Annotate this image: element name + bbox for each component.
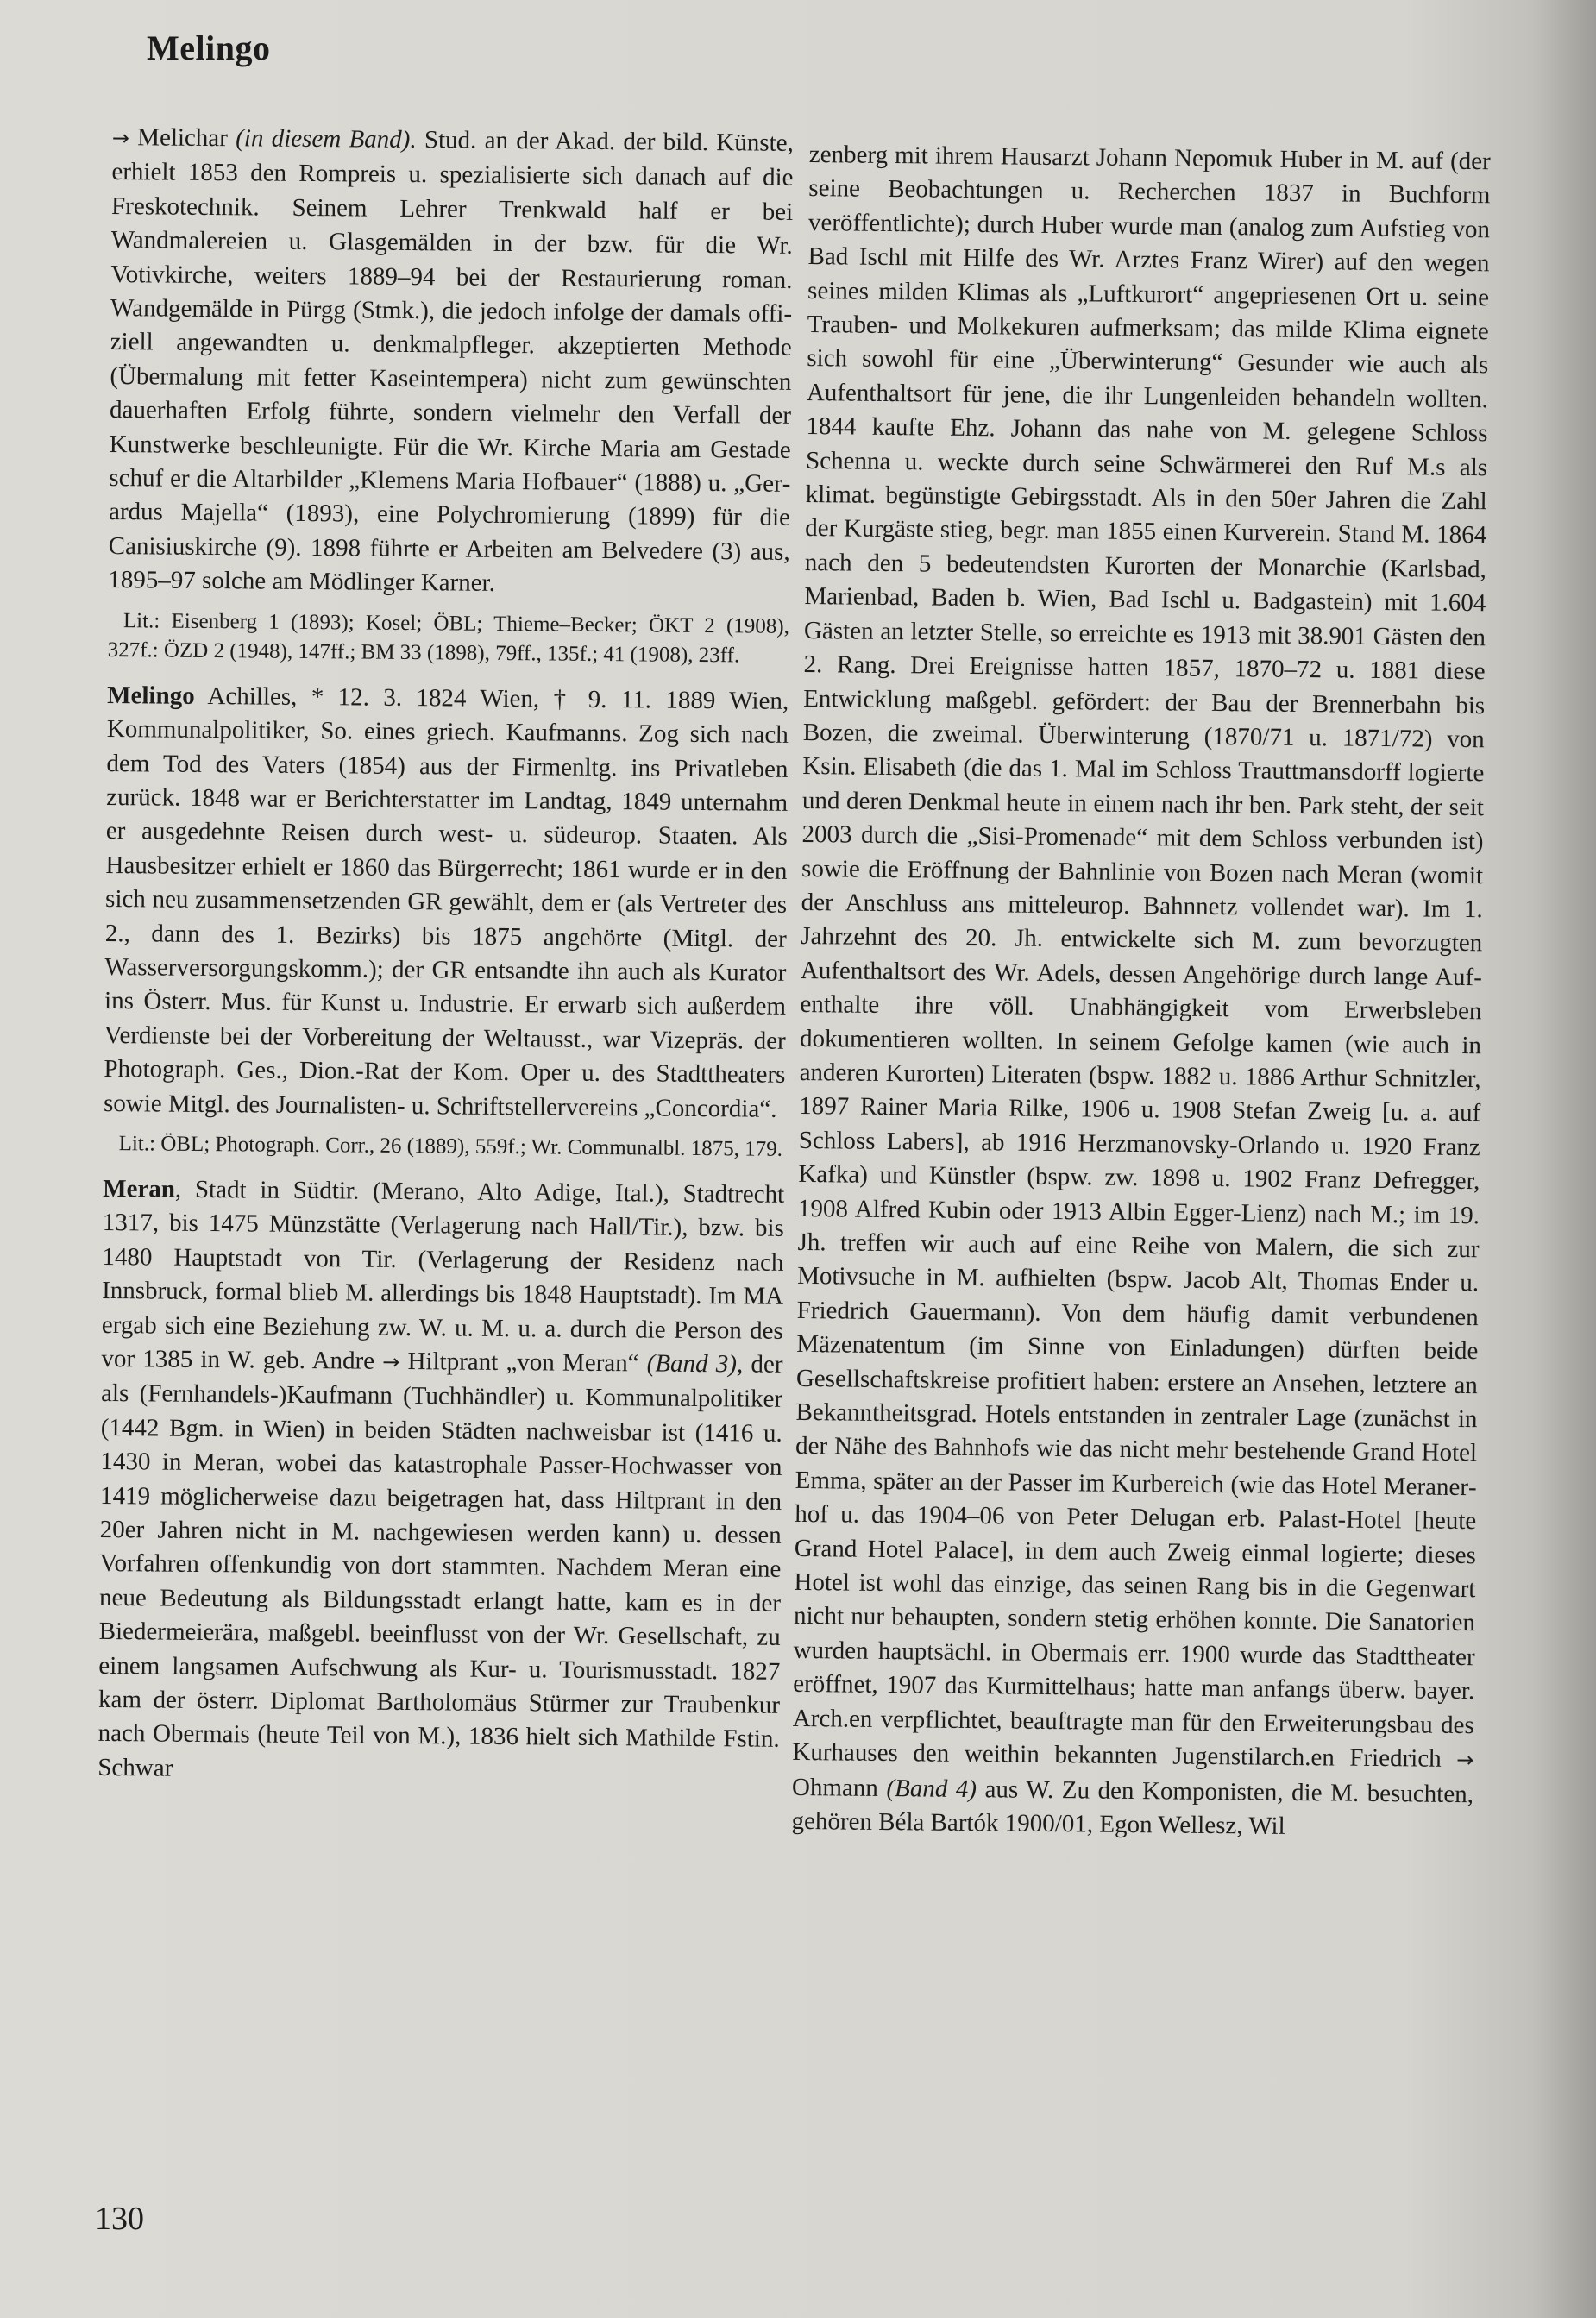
right-column <box>791 138 1491 1854</box>
meran-continued-b: Ohmann <box>791 1773 887 1802</box>
running-head: Melingo <box>147 28 271 67</box>
meran-body-a: , Stadt in Südtir. (Merano, Alto Adige, Ital.), Stadtrecht 1317, bis 1475 Münzstätte (Verlagerung nach Hall/Tir.), bzw. bis 1480 Hauptstadt von Tir. (Verlagerung der Residenz nach Innsbruck, formal blieb M. allerdings bis 1848 Hauptstadt). Im MA ergab sich eine Beziehung zw. W. u. M. u. a. durch die Person des vor 1385 in W. geb. Andre <box>101 1175 785 1375</box>
meran-reference: (Band 3), <box>646 1349 744 1379</box>
meran-body-b: Hiltprant „von Meran“ <box>399 1347 647 1378</box>
meran-continued-a: zenberg mit ihrem Hausarzt Johann Nepomuk Huber in M. auf (der seine Beobachtungen u. Recherchen 1837 in Buchform veröffentlichte); durch Huber wurde man (analog zum Aufstieg von Bad Ischl mit Hilfe des Wr. Arztes Franz Wirer) auf den wegen seines milden Klimas als „Luftkurort“ angepriesenen Ort u. seine Trauben- und Molkekuren aufmerksam; das milde Klima eignete sich sowohl für eine „Überwinterung“ Gesunder wie auch als Aufenthaltsort für jene, die ihr Lungenleiden behandeln wollten. 1844 kaufte Ehz. Johann das nahe von M. gelegene Schloss Schenna u. weckte durch seine Schwärmerei den Ruf M.s als klimat. begünstigte Gebirgsstadt. Als in den 50er Jahren die Zahl der Kurgäste stieg, begr. man 1855 einen Kurverein. Stand M. 1864 nach den 5 bedeutendsten Kurorten der Monarchie (Karlsbad, Marienbad, Baden b. Wien, Bad Ischl u. Badgastein) mit 1.604 Gästen an letzter Stelle, so erreichte es 1913 mit 38.901 Gästen den 2. Rang. Drei Ereignisse hatten 1857, 1870–72 u. 1881 diese Entwicklung maßgebl. gefördert: der Bau der Brennerbahn bis Bozen, die zweimal. Überwinterung (1870/71 u. 1871/72) von Ksin. Elisabeth (die das 1. Mal im Schloss Trauttmansdorff logierte und deren Denkmal heute in einem nach ihr ben. Park steht, der seit 2003 durch die „Sisi-Promenade“ mit dem Schloss verbunden ist) sowie die Eröffnung der Bahnlinie von Bozen nach Meran (womit der Anschluss ans mitteleurop. Bahnnetz vollendet war). Im 1. Jahrzehnt des 20. Jh. entwickelte sich M. zum bevorzugten Aufenthaltsort des Wr. Adels, dessen Angehörige durch lange Aufenthalte ihre völl. Unabhängigkeit vom Erwerbsleben dokumentieren wollten. In seinem Gefolge kamen (wie auch in anderen Kurorten) Literaten (bspw. 1882 u. 1886 Arthur Schnitzler, 1897 Rainer Maria Rilke, 1906 u. 1908 Stefan Zweig [u. a. auf Schloss Labers], ab 1916 Herzmanovsky-Orlando u. 1920 Franz Kafka) und Künstler (bspw. zw. 1898 u. 1902 Franz Defregger, 1908 Alfred Kubin oder 1913 Albin Egger-Lienz) nach M.; im 19. Jh. treffen wir auch auf eine Reihe von Malern, die sich zur Motivsuche in M. aufhielten (bspw. Jacob Alt, Thomas Ender u. Friedrich Gauermann). Von dem häufig damit verbundenen Mäzenatentum (im Sinne von Einladungen) dürften beide Gesellschaftskreise profitiert haben: erstere an Ansehen, letztere an Bekanntheitsgrad. Hotels entstanden in zentraler Lage (zunächst in der Nähe des Bahnhofs wie das nicht mehr bestehende Grand Hotel Emma, später an der Passer im Kurbereich (wie das Hotel Meranerhof u. das 1904–06 von Peter Delugan erb. Palast-Hotel [heute Grand Hotel Palace], in dem auch Zweig einmal logierte; dieses Hotel ist wohl das einzige, das seinen Rang bis in die Gegenwart nicht nur behaupten, sondern stetig erhöhen konnte. Die Sanatorien wurden hauptsächl. in Obermais err. 1900 wurde das Stadttheater eröffnet, 1907 das Kurmittelhaus; hatte man anfangs überw. bayer. Arch.en verpflichtet, beauftragte man für den Erweiterungsbau des Kurhauses den weithin bekannten Jugenstilarch.en Friedrich <box>792 140 1491 1774</box>
melichar-reference: (in diesem Band). <box>236 124 417 154</box>
melingo-literature: Lit.: ÖBL; Photograph. Corr., 26 (1889), 559f.; Wr. Communalbl. 1875, 179. <box>118 1132 783 1161</box>
melingo-body: Achilles, * 12. 3. 1824 Wien, † 9. 11. 1889 Wien, Kommunalpolitiker, So. eines griech. Kaufmanns. Zog sich nach dem Tod des Vaters (1854) aus der Firmenltg. ins Privatleben zurück. 1848 war er Berichterstatter im Landtag, 1849 unternahm er ausgedehnte Reisen durch west- u. südeurop. Staaten. Als Hausbesitzer erhielt er 1860 das Bürgerrecht; 1861 wurde er in den sich neu zusammensetzenden GR gewählt, dem er (als Vertreter des 2., dann des 1. Bezirks) bis 1875 angehörte (Mitgl. der Wasserversorgungskomm.); der GR entsandte ihn auch als Kurator ins Österr. Mus. für Kunst u. Industrie. Er erwarb sich außerdem Verdienste bei der Vorbereitung der Weltausst., war Vizepräs. der Photograph. Ges., Dion.-Rat der Kom. Oper u. des Stadttheaters sowie Mitgl. des Journalisten- u. Schriftstellervereins „Concordia“. <box>103 682 789 1123</box>
entry-melichar-text <box>108 121 794 604</box>
entry-melingo-text <box>104 679 789 1127</box>
meran-body-c: der als (Fernhandels-)Kaufmann (Tuchhändler) u. Kommunalpolitiker (1442 Bgm. in Wien) in beiden Städten nachweisbar ist (1416 u. 1430 in Meran, wobei das katastrophale Passer-Hochwasser von 1419 möglicherweise dazu beigetragen hat, dass Hiltprant in den 20er Jahren nicht in M. nachgewiesen werden kann) u. dessen Vorfahren offenkundig von dort stammten. Nachdem Meran eine neue Bedeutung als Bildungsstadt erlangt hatte, kam es in der Biedermeierära, maßgebl. beeinflusst von der Wr. Gesellschaft, zu einem langsamen Aufschwung als Kur- u. Tourismusstadt. 1827 kam der österr. Diplomat Bartholomäus Stürmer zur Traubenkur nach Obermais (heute Teil von M.), 1836 hielt sich Mathilde Fstin. Schwar <box>97 1350 783 1782</box>
meran-headword: Meran <box>103 1174 176 1203</box>
melichar-name: Melichar <box>129 123 236 153</box>
ohmann-reference: (Band 4) <box>886 1774 977 1803</box>
page-number: 130 <box>95 2201 144 2237</box>
cross-reference-arrow-icon: → <box>111 125 130 151</box>
meran-continued-c: aus W. Zu den Komponisten, die M. besuchten, gehören Béla Bartók 1900/01, Egon Wellesz, Wil <box>791 1775 1474 1840</box>
melingo-headword: Melingo <box>107 681 195 710</box>
melichar-literature: Lit.: Eisenberg 1 (1893); Kosel; ÖBL; Thieme–Becker; ÖKT 2 (1908), 327f.: ÖZD 2 (1948), 147ff.; BM 33 (1898), 79ff., 135f.; 41 (1908), 23ff. <box>107 608 790 668</box>
cross-reference-arrow-icon: → <box>382 1349 400 1374</box>
melichar-body: Stud. an der Akad. der bild. Künste, erhielt 1853 den Rompreis u. spezialisierte sich danach auf die Freskotechnik. Seinem Lehrer Trenkwald half er bei Wandmalereien u. Glasgemälden in der bzw. für die Wr. Votivkirche, weiters 1889–94 bei der Restaurierung roman. Wandgemälde in Pürgg (Stmk.), die jedoch infolge der damals offiziell angewandten u. denkmalpfleger. akzeptierten Methode (Übermalung mit fetter Kaseintempera) nicht zum gewünschten dauerhaften Erfolg führte, sondern vielmehr den Verfall der Kunstwerke beschleunigte. Für die Wr. Kirche Maria am Gestade schuf er die Altarbilder „Klemens Maria Hofbauer“ (1888) u. „Gerardus Majella“ (1893), eine Polychromierung (1899) für die Canisiuskirche (9). 1898 führte er Arbeiten am Belvedere (3) aus, 1895–97 solche am Mödlinger Karner. <box>108 126 794 598</box>
cross-reference-arrow-icon: → <box>1456 1748 1474 1773</box>
meran-continued-text <box>791 138 1491 1845</box>
left-column <box>97 121 794 1800</box>
entry-meran-text <box>97 1172 784 1791</box>
